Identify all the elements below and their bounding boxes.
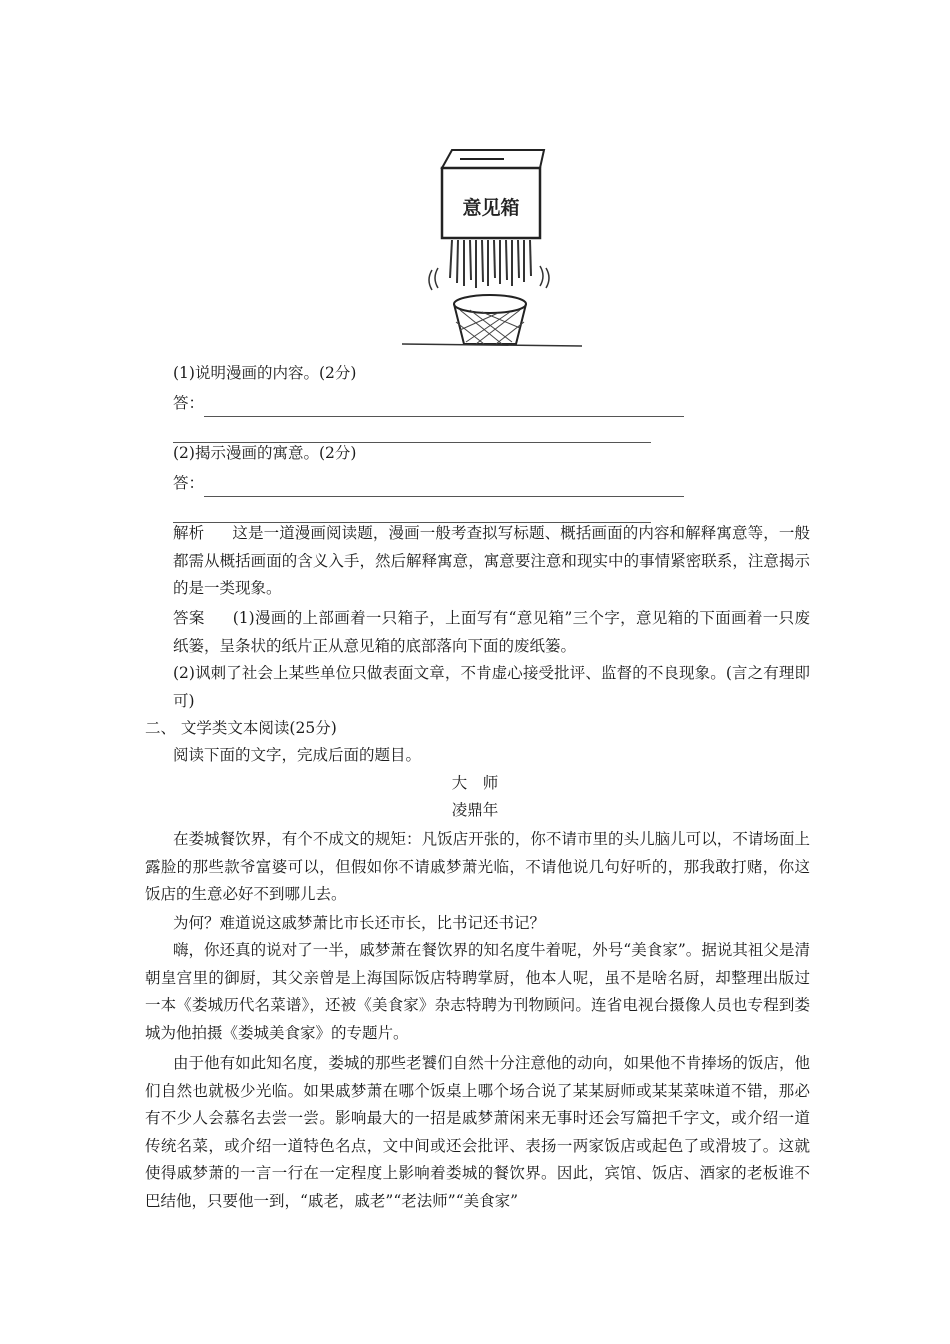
story-paragraph: 嗨，你还真的说对了一半，戚梦萧在餐饮界的知名度牛着呢，外号“美食家”。据说其祖父是清朝皇宫里的御厨，其父亲曾是上海国际饭店特聘掌厨，他本人呢，虽不是啥名厨，却整理出版过一本《娄城历代名菜谱》，还被《美食家》杂志特聘为刊物顾问。连省电视台摄像人员也专程到娄城为他拍摄《娄城美食家》的专题片。 [145,941,810,1042]
question-1-prompt: (1)说明漫画的内容。(2分) [173,364,357,382]
story-paragraph: 由于他有如此知名度，娄城的那些老饕们自然十分注意他的动向，如果他不肯捧场的饭店，他们自然也就极少光临。如果戚梦萧在哪个饭桌上哪个场合说了某某厨师或某某菜味道不错，那必有不少人会慕名去尝一尝。影响最大的一招是戚梦萧闲来无事时还会写篇把千字文，或介绍一道传统名菜，或介绍一道特色名点，文中间或还会批评、表扬一两家饭店或起色了或滑坡了。这就使得戚梦萧的一言一行在一定程度上影响着娄城的餐饮界。因此，宾馆、饭店、酒家的老板谁不巴结他，只要他一到，“戚老，戚老”“老法师”“美食家” [145,1054,810,1210]
section-2-heading: 二、 文学类文本阅读(25分) [145,719,337,737]
question-2-answer-line-2 [173,496,651,523]
story-paragraph: 在娄城餐饮界，有个不成文的规矩：凡饭店开张的，你不请市里的头儿脑儿可以，不请场面上露脸的那些款爷富婆可以，但假如你不请戚梦萧光临，不请他说几句好听的，那我敢打赌，你这饭店的生意必好不到哪儿去。 [145,830,810,903]
answer-key-label: 答案 [173,609,205,627]
answer-label: 答： [173,394,205,412]
analysis-text: 这是一道漫画阅读题，漫画一般考查拟写标题、概括画面的内容和解释寓意等，一般都需从概括画面的含义入手，然后解释寓意，寓意要注意和现实中的事情紧密联系，注意揭示的是一类现象。 [173,524,810,597]
answer-blank[interactable] [204,400,684,417]
answer-key-part-1: (1)漫画的上部画着一只箱子，上面写有“意见箱”三个字，意见箱的下面画着一只废纸篓，呈条状的纸片正从意见箱的底部落向下面的废纸篓。 [173,609,810,655]
question-2-prompt: (2)揭示漫画的寓意。(2分) [173,444,357,462]
answer-blank[interactable] [204,480,684,497]
suggestion-box-cartoon [372,118,612,358]
question-1-answer-line-2 [173,416,651,443]
cartoon-figure [372,118,612,358]
section-2-instruction: 阅读下面的文字，完成后面的题目。 [173,746,422,764]
analysis-block [173,520,810,603]
box-label: 意见箱 [462,197,520,219]
story-title: 大 师 [451,774,499,792]
question-1-answer-line-1 [173,390,684,417]
question-2-answer-line-1 [173,470,684,497]
analysis-label: 解析 [173,524,205,542]
answer-key-part-2: (2)讽刺了社会上某些单位只做表面文章，不肯虚心接受批评、监督的不良现象。(言之有理即可) [173,664,810,710]
story-author: 凌鼎年 [451,801,499,819]
answer-block-1 [173,605,810,660]
answer-label: 答： [173,474,205,492]
story-paragraph: 为何？难道说这戚梦萧比市长还市长，比书记还书记？ [173,914,546,932]
